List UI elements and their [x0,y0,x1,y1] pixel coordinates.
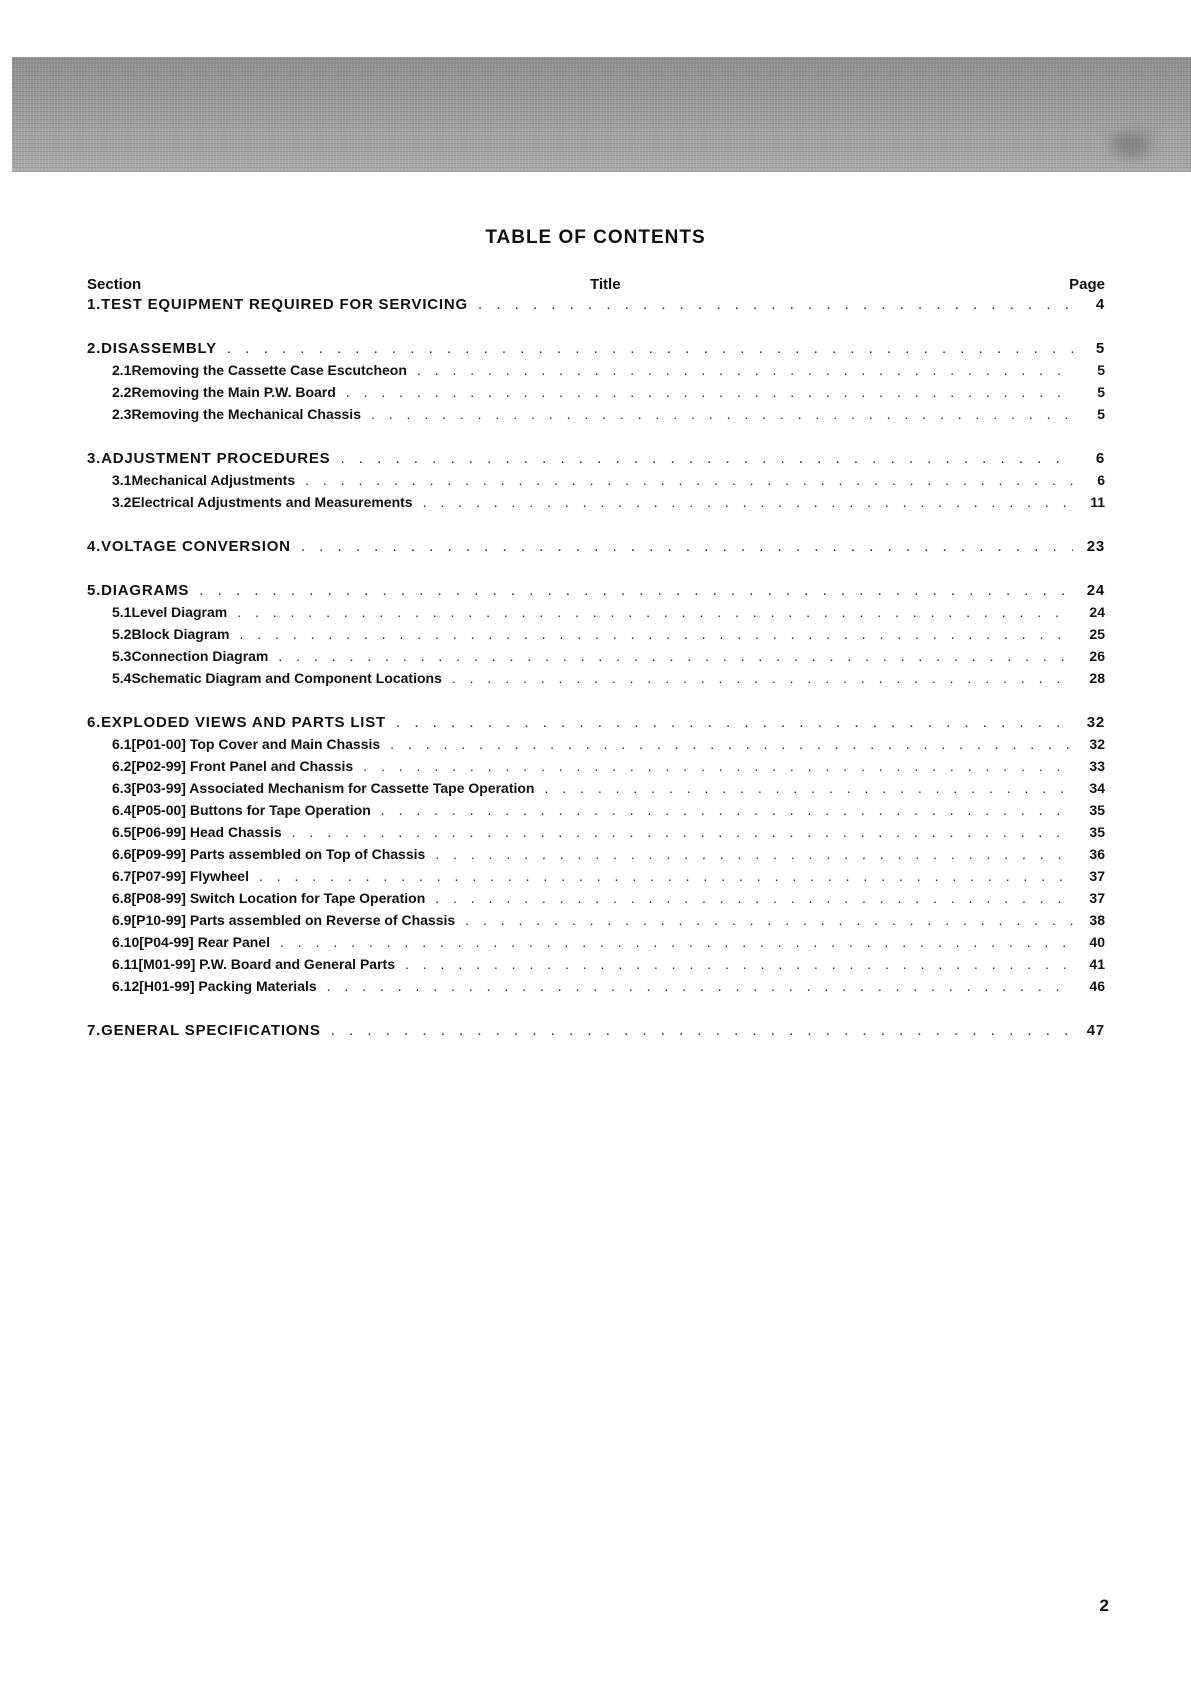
toc-entry-6-6[interactable] [112,846,1105,866]
dot-leader [280,934,1073,950]
entry-title: [P06-99] Head Chassis [131,824,282,840]
entry-page: 32 [1086,714,1105,731]
entry-title: [P02-99] Front Panel and Chassis [131,758,354,774]
entry-page: 5 [1097,384,1105,400]
entry-page: 37 [1089,890,1105,906]
toc-entry-6-5[interactable] [112,824,1105,844]
entry-title: Electrical Adjustments and Measurements [131,494,413,510]
toc-entry-6-8[interactable] [112,890,1105,910]
entry-page: 5 [1097,406,1105,422]
dot-leader [292,824,1073,840]
entry-title: Connection Diagram [131,648,269,664]
dot-leader [452,670,1073,686]
entry-title: [P07-99] Flywheel [131,868,249,884]
dot-leader [435,846,1073,862]
toc-entry-5-4[interactable] [112,670,1105,690]
entry-title: DISASSEMBLY [101,340,217,357]
toc-entry-section-5[interactable] [87,582,1105,602]
entry-page: 35 [1089,802,1105,818]
entry-number: 1. [87,296,102,313]
entry-number: 6. [87,714,102,731]
entry-page: 25 [1089,626,1105,642]
entry-number: 6.4 [112,802,132,818]
dot-leader [327,978,1073,994]
entry-number: 6.7 [112,868,132,884]
entry-number: 6.5 [112,824,132,840]
entry-title: DIAGRAMS [101,582,190,599]
entry-number: 2.2 [112,384,132,400]
toc-entry-5-1[interactable] [112,604,1105,624]
entry-page: 4 [1095,296,1105,313]
entry-page: 28 [1089,670,1105,686]
toc-entry-6-2[interactable] [112,758,1105,778]
entry-number: 6.11 [112,956,139,972]
dot-leader [227,340,1073,357]
toc-entry-6-3[interactable] [112,780,1105,800]
entry-number: 2.1 [112,362,132,378]
entry-number: 7. [87,1022,102,1039]
toc-entry-section-3[interactable] [87,450,1105,470]
entry-page: 41 [1089,956,1105,972]
dot-leader [340,450,1073,467]
toc-entry-3-1[interactable] [112,472,1105,492]
toc-entry-2-2[interactable] [112,384,1105,404]
entry-title: [P10-99] Parts assembled on Reverse of Chassis [131,912,456,928]
dot-leader [423,494,1073,510]
entry-number: 6.8 [112,890,132,906]
toc-entry-6-9[interactable] [112,912,1105,932]
entry-title: Removing the Cassette Case Escutcheon [131,362,407,378]
entry-page: 36 [1089,846,1105,862]
entry-title: GENERAL SPECIFICATIONS [101,1022,321,1039]
dot-leader [331,1022,1073,1039]
entry-number: 3.2 [112,494,132,510]
entry-title: [P09-99] Parts assembled on Top of Chassis [131,846,426,862]
dot-leader [544,780,1073,796]
entry-title: Level Diagram [131,604,228,620]
entry-number: 6.10 [112,934,140,950]
toc-entry-5-3[interactable] [112,648,1105,668]
entry-page: 6 [1095,450,1105,467]
entry-title: ADJUSTMENT PROCEDURES [101,450,331,467]
entry-title: Removing the Main P.W. Board [131,384,336,400]
entry-page: 26 [1089,648,1105,664]
entry-number: 6.6 [112,846,132,862]
entry-number: 6.2 [112,758,132,774]
entry-title: Block Diagram [131,626,230,642]
entry-page: 32 [1089,736,1105,752]
entry-title: [P03-99] Associated Mechanism for Cassette Tape Operation [131,780,535,796]
dot-leader [396,714,1073,731]
toc-entry-section-6[interactable] [87,714,1105,734]
dot-leader [301,538,1073,555]
dot-leader [478,296,1073,313]
entry-title: [H01-99] Packing Materials [139,978,317,994]
toc-entry-section-4[interactable] [87,538,1105,558]
toc-entry-6-10[interactable] [112,934,1105,954]
column-header-title: Title [590,276,621,293]
entry-page: 34 [1089,780,1105,796]
entry-title: [M01-99] P.W. Board and General Parts [138,956,395,972]
dot-leader [405,956,1073,972]
entry-title: [P04-99] Rear Panel [139,934,270,950]
entry-number: 6.9 [112,912,132,928]
entry-number: 5.3 [112,648,132,664]
entry-title: [P08-99] Switch Location for Tape Operation [131,890,426,906]
entry-number: 5.2 [112,626,132,642]
entry-page: 5 [1097,362,1105,378]
entry-number: 5. [87,582,102,599]
entry-number: 2.3 [112,406,132,422]
entry-number: 6.12 [112,978,140,994]
entry-page: 46 [1089,978,1105,994]
toc-entry-2-3[interactable] [112,406,1105,426]
toc-entry-6-1[interactable] [112,736,1105,756]
entry-title: [P05-00] Buttons for Tape Operation [131,802,371,818]
entry-page: 47 [1086,1022,1105,1039]
entry-number: 5.1 [112,604,132,620]
dot-leader [390,736,1073,752]
page-number: 2 [1099,1596,1109,1615]
entry-page: 5 [1095,340,1105,357]
entry-page: 11 [1090,494,1105,510]
toc-entry-2-1[interactable] [112,362,1105,382]
entry-number: 3.1 [112,472,132,488]
entry-title: Schematic Diagram and Component Locations [131,670,442,686]
dot-leader [199,582,1073,599]
dot-leader [435,890,1073,906]
entry-number: 2. [87,340,102,357]
entry-number: 3. [87,450,102,467]
toc-entry-6-12[interactable] [112,978,1105,998]
entry-page: 35 [1089,824,1105,840]
toc-entry-6-11[interactable] [112,956,1105,976]
entry-page: 37 [1089,868,1105,884]
page-title: TABLE OF CONTENTS [485,227,706,248]
column-header-page: Page [1069,276,1105,293]
entry-title: VOLTAGE CONVERSION [101,538,291,555]
dot-leader [240,626,1073,642]
entry-page: 6 [1097,472,1105,488]
toc-entry-section-1[interactable] [87,296,1105,316]
entry-title: [P01-00] Top Cover and Main Chassis [131,736,381,752]
dot-leader [346,384,1073,400]
entry-page: 33 [1089,758,1105,774]
header-band-image [12,57,1191,172]
toc-entry-6-7[interactable] [112,868,1105,888]
entry-page: 38 [1089,912,1105,928]
entry-title: EXPLODED VIEWS AND PARTS LIST [101,714,387,731]
dot-leader [259,868,1073,884]
dot-leader [305,472,1073,488]
dot-leader [417,362,1073,378]
dot-leader [381,802,1073,818]
dot-leader [371,406,1073,422]
toc-entry-6-4[interactable] [112,802,1105,822]
entry-page: 40 [1089,934,1105,950]
column-header-section: Section [87,276,142,293]
dot-leader [465,912,1073,928]
entry-page: 24 [1086,582,1105,599]
toc-entry-section-7[interactable] [87,1022,1105,1042]
toc-entry-5-2[interactable] [112,626,1105,646]
dot-leader [237,604,1073,620]
entry-page: 23 [1086,538,1105,555]
dot-leader [363,758,1073,774]
entry-number: 6.3 [112,780,132,796]
entry-title: TEST EQUIPMENT REQUIRED FOR SERVICING [101,296,468,313]
dot-leader [278,648,1073,664]
entry-page: 24 [1089,604,1105,620]
entry-number: 4. [87,538,102,555]
entry-number: 6.1 [112,736,132,752]
toc-entry-3-2[interactable] [112,494,1105,514]
toc-entry-section-2[interactable] [87,340,1105,360]
entry-title: Removing the Mechanical Chassis [131,406,361,422]
entry-title: Mechanical Adjustments [131,472,296,488]
entry-number: 5.4 [112,670,132,686]
